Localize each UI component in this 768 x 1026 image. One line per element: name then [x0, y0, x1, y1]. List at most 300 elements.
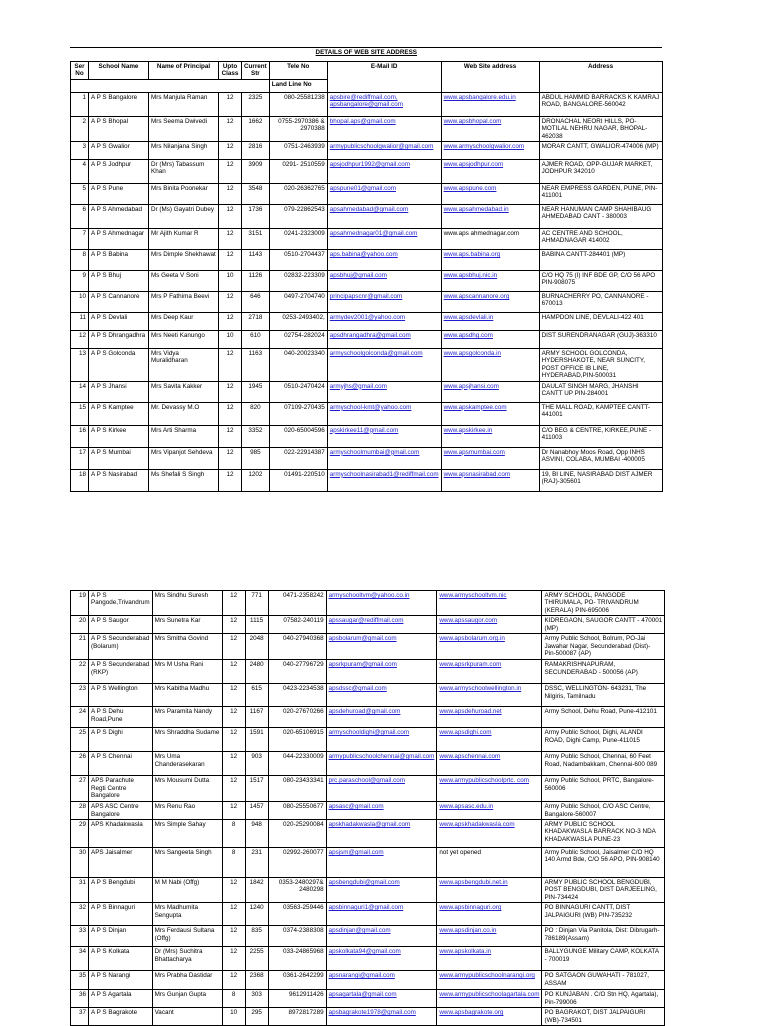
cell-tele-no: 02754-282024 [269, 331, 327, 349]
cell-website-link[interactable] [441, 313, 539, 331]
website-link[interactable]: www.apskamptee.com [443, 403, 507, 411]
cell-ser-no: 16 [71, 425, 89, 447]
cell-tele-no: 0510-2704437 [269, 250, 327, 271]
cell-website-link[interactable] [441, 142, 539, 160]
table-row [71, 971, 665, 990]
cell-address: ARMY PUBLIC SCHOOL KHADAKWASLA BARRACK NO-3 NDA KHADAKWASLA PUNE-23 [542, 820, 665, 848]
cell-tele-no: 0374-2388308 [268, 926, 326, 947]
cell-email-link[interactable] [326, 684, 437, 707]
cell-website-link[interactable] [441, 205, 539, 229]
header-principal: Name of Principal [149, 62, 219, 80]
cell-website-link[interactable] [437, 728, 542, 752]
email-link[interactable]: apsbagrakote1978@gmail.com [328, 1009, 416, 1017]
cell-school-name: A P S Kolkata [89, 947, 153, 971]
cell-email-link[interactable] [326, 752, 437, 776]
cell-tele-no: 0291- 2510559 [269, 160, 327, 184]
website-link[interactable]: www.apsbolarum.org.in [439, 635, 505, 643]
cell-school-name: A P S Jodhpur [89, 160, 149, 184]
cell-current-str: 2816 [242, 142, 270, 160]
cell-email-link[interactable] [326, 707, 437, 728]
website-link[interactable]: www.aps ahmednagar.com [443, 230, 520, 238]
cell-email-link[interactable] [327, 250, 441, 271]
cell-tele-no: 0510-2470424 [269, 381, 327, 402]
cell-upto-class: 12 [219, 313, 242, 331]
email-link[interactable]: armyjhs@gmail.com [329, 382, 387, 390]
table-row [71, 820, 665, 848]
email-link[interactable]: principapscnr@gmail.com [329, 293, 403, 301]
cell-email-link[interactable] [327, 331, 441, 349]
cell-current-str: 295 [245, 1008, 268, 1026]
website-link[interactable]: www.apsdehuroad.net [439, 708, 502, 716]
cell-tele-no: 0423-2234538 [268, 684, 326, 707]
cell-ser-no: 21 [71, 634, 89, 660]
cell-website-link[interactable] [441, 381, 539, 402]
cell-school-name: A P S Golconda [89, 349, 149, 382]
cell-ser-no: 4 [71, 160, 89, 184]
email-link[interactable]: apsahmednagar01@gmail.com [329, 230, 418, 238]
cell-upto-class: 12 [222, 684, 245, 707]
cell-email-link[interactable] [327, 92, 441, 116]
cell-tele-no: 01491-220510 [269, 469, 327, 491]
email-link[interactable]: bhopal.aps@gmail.com [329, 117, 396, 125]
website-link[interactable]: www.apsjhansi.com [443, 382, 499, 390]
cell-school-name: A P S Saugor [89, 616, 153, 634]
website-link[interactable]: www.apsnasirabad.com [443, 470, 511, 478]
cell-website-link[interactable] [437, 802, 542, 820]
website-link[interactable]: www.apscannanore.org [443, 293, 510, 301]
cell-website-link[interactable] [437, 878, 542, 903]
cell-tele-no: 07582-240119 [268, 616, 326, 634]
cell-website-link[interactable] [437, 947, 542, 971]
website-link[interactable]: www.apsasc.edu.in [439, 803, 494, 811]
cell-address: C/O HQ 75 (I) INF BDE GP, C/O 56 APO PIN-908075 [539, 271, 662, 292]
website-link[interactable]: www.armypublicschoolprtc. com [439, 777, 529, 785]
cell-address: PO BINNAGURI CANTT, DIST JALPAIGURI (WB) PIN-735232 [542, 903, 665, 926]
cell-school-name: APS Jaisalmer [89, 848, 153, 878]
table-row [71, 926, 665, 947]
cell-current-str: 3151 [242, 229, 270, 250]
cell-upto-class: 12 [219, 469, 242, 491]
email-link[interactable]: armyschoolgolconda@gmail.com [329, 350, 423, 358]
cell-tele-no: 0241-2323009 [269, 229, 327, 250]
cell-address: PO BAGRAKOT, DIST JALPAIGURI (WB)-734501 [542, 1008, 665, 1026]
cell-current-str: 1736 [242, 205, 270, 229]
cell-school-name: A P S Bhuj [89, 271, 149, 292]
table-row [71, 752, 665, 776]
email-link[interactable]: apsdehuroad@gmail.com [328, 708, 401, 716]
cell-upto-class: 8 [222, 848, 245, 878]
cell-tele-no: 020-27670266 [268, 707, 326, 728]
schools-table-part-2 [70, 590, 665, 1026]
cell-upto-class: 12 [219, 184, 242, 205]
website-link[interactable]: www.apssaugor.com [439, 617, 498, 625]
website-link[interactable]: www.apskirkee.in [443, 426, 493, 434]
cell-principal: Mrs Madhumita Sengupta [152, 903, 222, 926]
cell-email-link[interactable] [327, 142, 441, 160]
cell-ser-no: 18 [71, 469, 89, 491]
website-link[interactable]: www.apskolkata.in [439, 948, 492, 956]
cell-current-str: 1163 [242, 349, 270, 382]
cell-upto-class: 10 [219, 271, 242, 292]
cell-principal: Mrs Mousumi Dutta [152, 776, 222, 802]
cell-tele-no: 022-22914387 [269, 447, 327, 469]
cell-current-str: 771 [245, 591, 268, 616]
cell-principal: Mrs Renu Rao [152, 802, 222, 820]
header-upto-class: Upto Class [219, 62, 242, 80]
cell-website-link[interactable] [437, 903, 542, 926]
cell-website-link[interactable] [441, 469, 539, 491]
header-current-str: Current Str [242, 62, 270, 80]
cell-current-str: 903 [245, 752, 268, 776]
cell-email-link[interactable] [326, 728, 437, 752]
cell-email-link[interactable] [327, 184, 441, 205]
cell-website-link[interactable] [437, 926, 542, 947]
cell-website-link[interactable] [441, 250, 539, 271]
cell-website-link[interactable] [437, 971, 542, 990]
cell-ser-no: 6 [71, 205, 89, 229]
cell-principal: Mrs Kabitha Madhu [152, 684, 222, 707]
table-row [71, 402, 663, 425]
website-link[interactable]: www.apskhadakwasla.com [439, 821, 515, 829]
email-link[interactable]: apsdssc@gmail.com [328, 685, 387, 693]
cell-school-name: APS Khadakwasla [89, 820, 153, 848]
cell-tele-no: 080-23433341 [268, 776, 326, 802]
email-link[interactable]: armydev2001@yahoo.com [329, 314, 406, 322]
cell-school-name: A P S Bagrakote [89, 1008, 153, 1026]
cell-principal: Mrs Shraddha Sudame [152, 728, 222, 752]
cell-address: Army Public School, PRTC, Bangalore-560006 [542, 776, 665, 802]
email-link[interactable]: armyschoolnasirabad1@rediffmail.com [329, 470, 439, 478]
cell-email-link[interactable] [327, 271, 441, 292]
cell-website-link[interactable] [437, 616, 542, 634]
cell-ser-no: 35 [71, 971, 89, 990]
cell-upto-class: 12 [219, 349, 242, 382]
website-link[interactable]: www.apsmumbai.com [443, 448, 505, 456]
email-link[interactable]: prc.paraschool@gmail.com [328, 777, 405, 785]
cell-website-link[interactable] [437, 848, 542, 878]
document-title: DETAILS OF WEB SITE ADDRESS [71, 48, 663, 62]
table-row [71, 447, 663, 469]
email-link[interactable]: apskolkata94@gmail.com [328, 948, 401, 956]
header-email: E-Mail ID [327, 62, 441, 93]
cell-address: ARMY SCHOOL GOLCONDA, HYDERSHAKOTE, NEAR SUNCITY, POST OFFICE IB LINE, HYDERABAD,PIN-500031 [539, 349, 662, 382]
website-link[interactable]: www.apsbangalore.edu.in [443, 93, 516, 101]
cell-website-link[interactable] [441, 160, 539, 184]
cell-current-str: 1115 [245, 616, 268, 634]
cell-tele-no: 8972817289 [268, 1008, 326, 1026]
cell-school-name: A P S Bengdubi [89, 878, 153, 903]
website-link[interactable]: www.apsbagrakote.org [439, 1009, 504, 1017]
cell-website-link[interactable] [437, 990, 542, 1008]
cell-address: Army Public School, Bolrum, PO-Jai Jawahar Nagar, Secunderabad (Dist)- Pin-500087 (AP) [542, 634, 665, 660]
cell-school-name: A P S Dehu Road,Pune [89, 707, 153, 728]
website-link[interactable]: www.apsbengdubi.net.in [439, 879, 508, 887]
website-link[interactable]: www.armyschoolgwalior.com [443, 143, 525, 151]
table-row [71, 160, 663, 184]
cell-principal: Mrs Sunetra Kar [152, 616, 222, 634]
cell-current-str: 615 [245, 684, 268, 707]
cell-address: THE MALL ROAD, KAMPTEE CANTT-441001 [539, 402, 662, 425]
cell-upto-class: 12 [222, 776, 245, 802]
cell-upto-class: 12 [222, 660, 245, 684]
cell-email-link[interactable] [327, 116, 441, 141]
email-link[interactable]: apsbengdubi@gmail.com [328, 879, 400, 887]
cell-principal: Mrs Arti Sharma [149, 425, 219, 447]
email-link[interactable]: armyschooldighi@gmail.com [328, 729, 410, 737]
cell-email-link[interactable] [327, 313, 441, 331]
cell-current-str: 1202 [242, 469, 270, 491]
cell-email-link[interactable] [327, 381, 441, 402]
email-link[interactable]: apsbolarum@gmail.com [328, 635, 397, 643]
cell-ser-no: 26 [71, 752, 89, 776]
website-link[interactable]: www.armyschoolwellington.in [439, 685, 522, 693]
email-link[interactable]: apsrkpuram@gmail.com [328, 661, 397, 669]
email-link[interactable]: apsjodhpur1992@gmail.com [329, 161, 411, 169]
email-link[interactable]: apsasc@gmail.com [328, 803, 384, 811]
email-link[interactable]: apsahmedabad@gmail.com [329, 206, 409, 214]
cell-address: NEAR EMPRESS GARDEN, PUNE, PIN-411001 [539, 184, 662, 205]
cell-principal: Mrs Vidya Muralidharan [149, 349, 219, 382]
cell-email-link[interactable] [326, 1008, 437, 1026]
email-link[interactable]: apsdinjan@gmail.com [328, 927, 391, 935]
cell-address: PO SATGAON GUWAHATI - 781027, ASSAM [542, 971, 665, 990]
cell-email-link[interactable] [327, 349, 441, 382]
cell-ser-no: 28 [71, 802, 89, 820]
website-link[interactable]: www.apsbhuj.nic.in [443, 272, 498, 280]
cell-email-link[interactable] [326, 776, 437, 802]
email-link[interactable]: armyschoolmumbai@gmail.com [329, 448, 420, 456]
email-link[interactable]: apsnarangi@gmail.com [328, 972, 395, 980]
website-link[interactable]: www.apsgolconda.in [443, 350, 501, 358]
cell-website-link[interactable] [437, 776, 542, 802]
website-link[interactable]: www.aps.babina.org [443, 251, 501, 259]
email-link[interactable]: aps.babina@yahoo.com [329, 251, 398, 259]
cell-tele-no: 02992-260077 [268, 848, 326, 878]
cell-email-link[interactable] [327, 205, 441, 229]
cell-website-link[interactable] [437, 1008, 542, 1026]
email-link[interactable]: apsdhrangadhra@gmail.com [329, 332, 411, 340]
website-link[interactable]: www.armypublicschoolnarangi.org [439, 972, 535, 980]
cell-website-link[interactable] [441, 425, 539, 447]
website-link[interactable]: www.apsrkpuram.com [439, 661, 502, 669]
table-row [71, 903, 665, 926]
cell-principal: Mrs Sangeeta Singh [152, 848, 222, 878]
cell-email-link[interactable] [326, 820, 437, 848]
cell-school-name: APS Parachute Regti Centre Bangalore [89, 776, 153, 802]
header-ser-no: Ser No [71, 62, 89, 80]
cell-email-link[interactable] [326, 660, 437, 684]
cell-email-link[interactable] [326, 591, 437, 616]
cell-email-link[interactable] [327, 469, 441, 491]
cell-email-link[interactable] [326, 926, 437, 947]
email-link[interactable]: armyschool-kmt@yahoo.com [329, 403, 412, 411]
email-link[interactable]: apsbire@rediffmail.com, apsbangalore@gmail.com [329, 93, 403, 109]
table-row [71, 990, 665, 1008]
cell-website-link[interactable] [441, 331, 539, 349]
cell-address: Army Public School, Jaisalmer C/O HQ 140 Armd Bde, C/O 56 APO, PIN-908140 [542, 848, 665, 878]
cell-tele-no: 07109-270435 [269, 402, 327, 425]
email-link[interactable]: armypublicschoolgwalior@gmail.com [329, 143, 434, 151]
cell-ser-no: 29 [71, 820, 89, 848]
cell-ser-no: 25 [71, 728, 89, 752]
cell-principal: Ms Shefali S Singh [149, 469, 219, 491]
cell-email-link[interactable] [327, 292, 441, 313]
email-link[interactable]: apskirkee11@gmail.com [329, 426, 399, 434]
cell-current-str: 2480 [245, 660, 268, 684]
website-link[interactable]: www.apsdevlali.in [443, 314, 494, 322]
cell-ser-no: 24 [71, 707, 89, 728]
website-link[interactable]: www.apsjodhpur.com [443, 161, 504, 169]
cell-website-link[interactable] [437, 820, 542, 848]
cell-upto-class: 12 [222, 971, 245, 990]
email-link[interactable]: apssaugar@rediffmail.com [328, 617, 404, 625]
cell-ser-no: 12 [71, 331, 89, 349]
email-link[interactable]: apsagartala@gmail.com [328, 991, 397, 999]
website-link[interactable]: www.armyschooltvm.nic [439, 592, 507, 599]
cell-principal: Mrs Savita Kakker [149, 381, 219, 402]
cell-school-name: A P S Kamptee [89, 402, 149, 425]
cell-school-name: A P S Binnaguri [89, 903, 153, 926]
cell-website-link[interactable] [441, 447, 539, 469]
cell-website-link[interactable] [441, 349, 539, 382]
table-row [71, 591, 665, 616]
cell-ser-no: 36 [71, 990, 89, 1008]
cell-email-link[interactable] [326, 990, 437, 1008]
cell-email-link[interactable] [327, 425, 441, 447]
cell-school-name: A P S Gwalior [89, 142, 149, 160]
cell-upto-class: 12 [219, 142, 242, 160]
cell-address: Army Public School, Dighi, ALANDI ROAD, Dighi Camp, Pune-411015 [542, 728, 665, 752]
cell-principal: Ms Geeta V Soni [149, 271, 219, 292]
cell-email-link[interactable] [326, 947, 437, 971]
cell-website-link[interactable] [441, 116, 539, 141]
cell-website-link[interactable] [437, 634, 542, 660]
email-link[interactable]: apsjsm@gmail.com [328, 849, 384, 857]
cell-principal: Mrs Uma Chanderasekaran [152, 752, 222, 776]
email-link[interactable]: apspune01@gmail.com [329, 185, 396, 193]
cell-email-link[interactable] [326, 616, 437, 634]
cell-website-link[interactable] [437, 591, 542, 616]
cell-school-name: A P S Babina [89, 250, 149, 271]
cell-email-link[interactable] [327, 229, 441, 250]
cell-current-str: 2718 [242, 313, 270, 331]
cell-tele-no: 040-27796729 [268, 660, 326, 684]
cell-email-link[interactable] [326, 848, 437, 878]
cell-ser-no: 23 [71, 684, 89, 707]
cell-principal: Mrs Binita Poonekar [149, 184, 219, 205]
cell-principal: Mrs P Fathima Beevi [149, 292, 219, 313]
email-link[interactable]: apsbinnaguri1@gmail.com [328, 904, 404, 912]
cell-school-name: A P S Kirkee [89, 425, 149, 447]
cell-ser-no: 8 [71, 250, 89, 271]
table-row [71, 205, 663, 229]
website-link[interactable]: www.armypublicschoolagartala.com [439, 991, 540, 999]
website-link[interactable]: www.apspune.com [443, 185, 497, 193]
website-link[interactable]: www.apsbinnaguri.org [439, 904, 502, 912]
cell-principal: Mrs M Usha Rani [152, 660, 222, 684]
cell-email-link[interactable] [326, 878, 437, 903]
cell-upto-class: 12 [222, 707, 245, 728]
website-link[interactable]: www.apsdinjan.co.in [439, 927, 497, 935]
cell-upto-class: 12 [222, 634, 245, 660]
cell-principal: Mrs Vipanjot Sehdeva [149, 447, 219, 469]
cell-current-str: 2368 [245, 971, 268, 990]
title-row [71, 48, 663, 62]
cell-principal: Mrs Sindhu Suresh [152, 591, 222, 616]
website-link[interactable]: not yet opened [439, 849, 482, 857]
cell-upto-class: 12 [222, 878, 245, 903]
cell-tele-no: 03563-259446 [268, 903, 326, 926]
cell-address: NEAR HANUMAN CAMP SHAHIBAUG AHMEDABAD CANT - 380003 [539, 205, 662, 229]
website-link[interactable]: www.apsbhopal.com [443, 117, 502, 125]
email-link[interactable]: apsbhuj@gmail.com [329, 272, 387, 280]
cell-website-link[interactable] [441, 184, 539, 205]
cell-website-link[interactable] [441, 402, 539, 425]
cell-upto-class: 12 [219, 447, 242, 469]
cell-upto-class: 12 [219, 425, 242, 447]
cell-website-link[interactable] [441, 271, 539, 292]
website-link[interactable]: www.apsahmedabad.in [443, 206, 509, 214]
cell-school-name: A P S Dhrangadhra [89, 331, 149, 349]
email-link[interactable]: apskhadakwasla@gmail.com [328, 821, 411, 829]
cell-current-str: 1662 [242, 116, 270, 141]
cell-ser-no: 27 [71, 776, 89, 802]
cell-ser-no: 33 [71, 926, 89, 947]
cell-website-link[interactable] [437, 752, 542, 776]
cell-website-link[interactable] [437, 660, 542, 684]
cell-current-str: 2255 [245, 947, 268, 971]
cell-website-link[interactable] [437, 684, 542, 707]
cell-website-link[interactable] [441, 92, 539, 116]
website-link[interactable]: www.apsdighi.com [439, 729, 492, 737]
cell-email-link[interactable] [326, 903, 437, 926]
cell-email-link[interactable] [326, 802, 437, 820]
cell-school-name: A P S Secunderabad (Bolarum) [89, 634, 153, 660]
cell-address: MORAR CANTT, GWALIOR-474006 (MP) [539, 142, 662, 160]
email-link[interactable]: armyschooltvm@yahoo.co.in [328, 592, 410, 599]
cell-website-link[interactable] [441, 292, 539, 313]
cell-email-link[interactable] [326, 971, 437, 990]
website-link[interactable]: www.apschennai.com [439, 753, 501, 761]
cell-upto-class: 10 [222, 1008, 245, 1026]
cell-email-link[interactable] [327, 447, 441, 469]
cell-tele-no: 0471-2358242 [268, 591, 326, 616]
cell-address: HAMPDON LINE, DEVLALI-422 401 [539, 313, 662, 331]
cell-website-link[interactable] [437, 707, 542, 728]
cell-current-str: 820 [242, 402, 270, 425]
cell-website-link[interactable] [441, 229, 539, 250]
cell-principal: Mrs Deep Kaur [149, 313, 219, 331]
cell-upto-class: 12 [219, 402, 242, 425]
email-link[interactable]: armypublicschoolchennai@gmail.com [328, 753, 435, 761]
table-row [71, 229, 663, 250]
header-row [71, 62, 663, 80]
cell-current-str: 1167 [245, 707, 268, 728]
cell-address: Dr Nanabhoy Moos Road, Opp INHS ASVINI, COLABA, MUMBAI -400005 [539, 447, 662, 469]
cell-ser-no: 31 [71, 878, 89, 903]
cell-address: ABDUL HAMMID BARRACKS K KAMRAJ ROAD, BANGALORE-560042 [539, 92, 662, 116]
cell-school-name: A P S Ahmednagar [89, 229, 149, 250]
cell-email-link[interactable] [327, 402, 441, 425]
website-link[interactable]: www.apsdhg.com [443, 332, 493, 340]
cell-current-str: 646 [242, 292, 270, 313]
cell-email-link[interactable] [327, 160, 441, 184]
cell-principal: M M Nabi (Offg) [152, 878, 222, 903]
cell-tele-no: 020-65106915 [268, 728, 326, 752]
cell-email-link[interactable] [326, 634, 437, 660]
cell-ser-no: 14 [71, 381, 89, 402]
cell-tele-no: 040-20023340 [269, 349, 327, 382]
